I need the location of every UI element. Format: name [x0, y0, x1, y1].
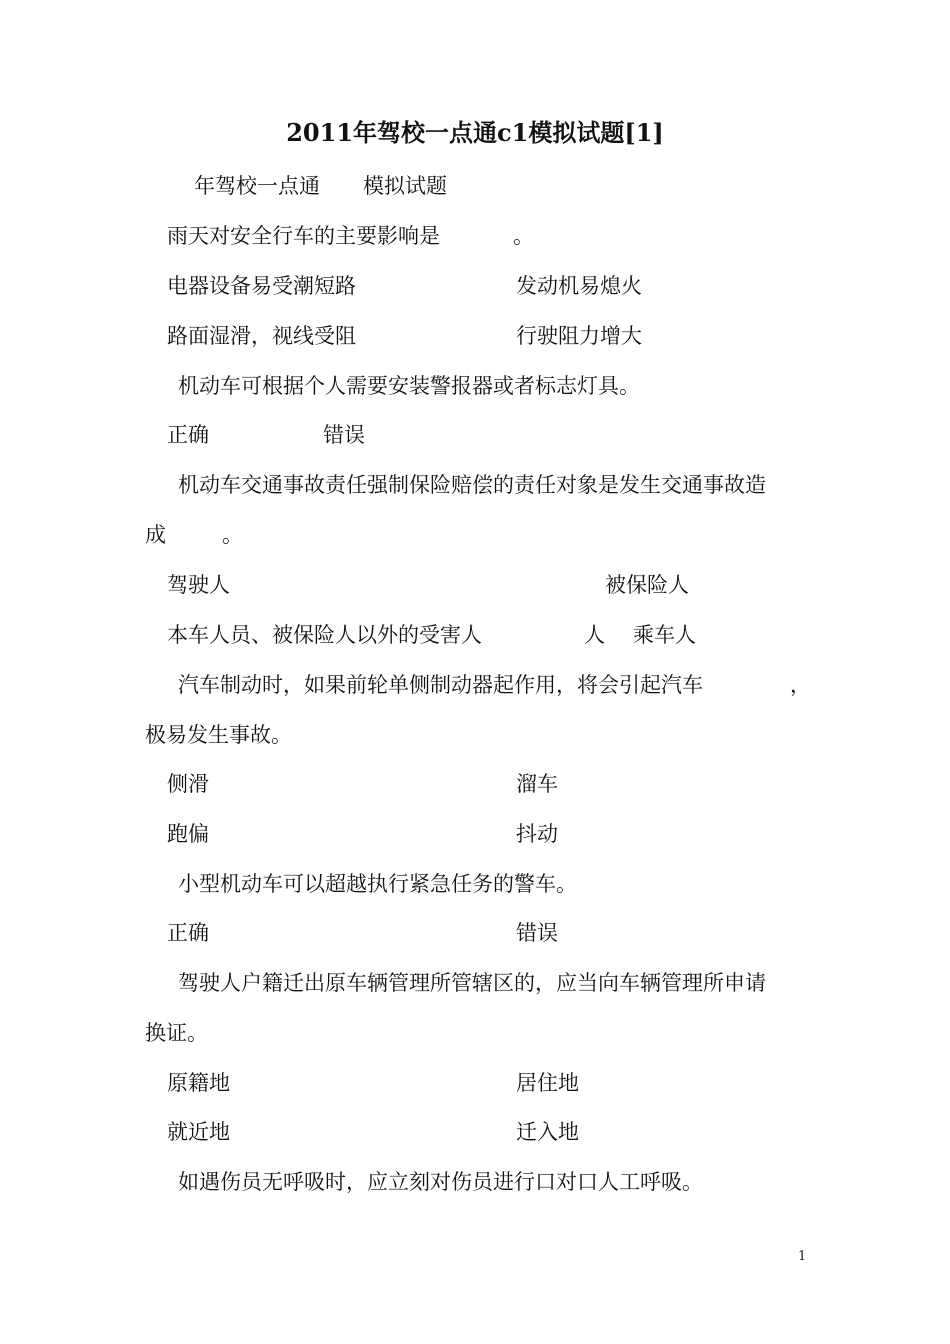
question-5-option-a: 正确 — [167, 921, 209, 945]
question-6-stem: 驾驶人户籍迁出原车辆管理所管辖区的，应当向车辆管理所申请 — [178, 971, 766, 995]
page-number: 1 — [798, 1249, 807, 1264]
question-7-stem: 如遇伤员无呼吸时，应立刻对伤员进行口对口人工呼吸。 — [178, 1170, 703, 1194]
question-5-option-b: 错误 — [516, 921, 558, 945]
question-4-option-b: 溜车 — [516, 772, 558, 796]
question-6-option-a: 原籍地 — [167, 1071, 230, 1095]
document-title: 2011年驾校一点通c1模拟试题[1] — [286, 118, 664, 147]
question-3-stem-end: 。 — [222, 523, 243, 547]
question-2-stem: 机动车可根据个人需要安装警报器或者标志灯具。 — [178, 374, 640, 398]
question-2-option-b: 错误 — [323, 423, 365, 447]
question-4-option-a: 侧滑 — [167, 772, 209, 796]
question-6-option-b: 居住地 — [516, 1071, 579, 1095]
question-3-option-c: 本车人员、被保险人以外的受害人 — [167, 623, 482, 647]
question-1-stem: 雨天对安全行车的主要影响是 — [167, 224, 440, 248]
subtitle-part-2: 模拟试题 — [363, 174, 447, 198]
question-4-option-d: 抖动 — [516, 822, 558, 846]
question-1-option-d: 行驶阻力增大 — [516, 324, 642, 348]
question-2-option-a: 正确 — [167, 423, 209, 447]
question-4-stem: 汽车制动时，如果前轮单侧制动器起作用，将会引起汽车 — [178, 673, 703, 697]
question-3-option-a: 驾驶人 — [167, 573, 230, 597]
question-1-option-a: 电器设备易受潮短路 — [167, 274, 356, 298]
question-1-option-c: 路面湿滑，视线受阻 — [167, 324, 356, 348]
question-6-option-d: 迁入地 — [516, 1120, 579, 1144]
question-3-option-d: 乘车人 — [633, 623, 696, 647]
question-4-stem-cont: 极易发生事故。 — [145, 723, 292, 747]
question-3-option-c-tail: 人 — [584, 623, 605, 647]
subtitle-part-1: 年驾校一点通 — [194, 174, 320, 198]
question-4-stem-end: ， — [790, 673, 811, 697]
question-3-option-b: 被保险人 — [605, 573, 689, 597]
question-3-stem: 机动车交通事故责任强制保险赔偿的责任对象是发生交通事故造 — [178, 473, 766, 497]
question-6-option-c: 就近地 — [167, 1120, 230, 1144]
question-3-stem-cont: 成 — [145, 523, 166, 547]
question-5-stem: 小型机动车可以超越执行紧急任务的警车。 — [178, 872, 577, 896]
question-4-option-c: 跑偏 — [167, 822, 209, 846]
question-6-stem-cont: 换证。 — [145, 1021, 208, 1045]
question-1-option-b: 发动机易熄火 — [516, 274, 642, 298]
question-1-stem-end: 。 — [513, 224, 534, 248]
